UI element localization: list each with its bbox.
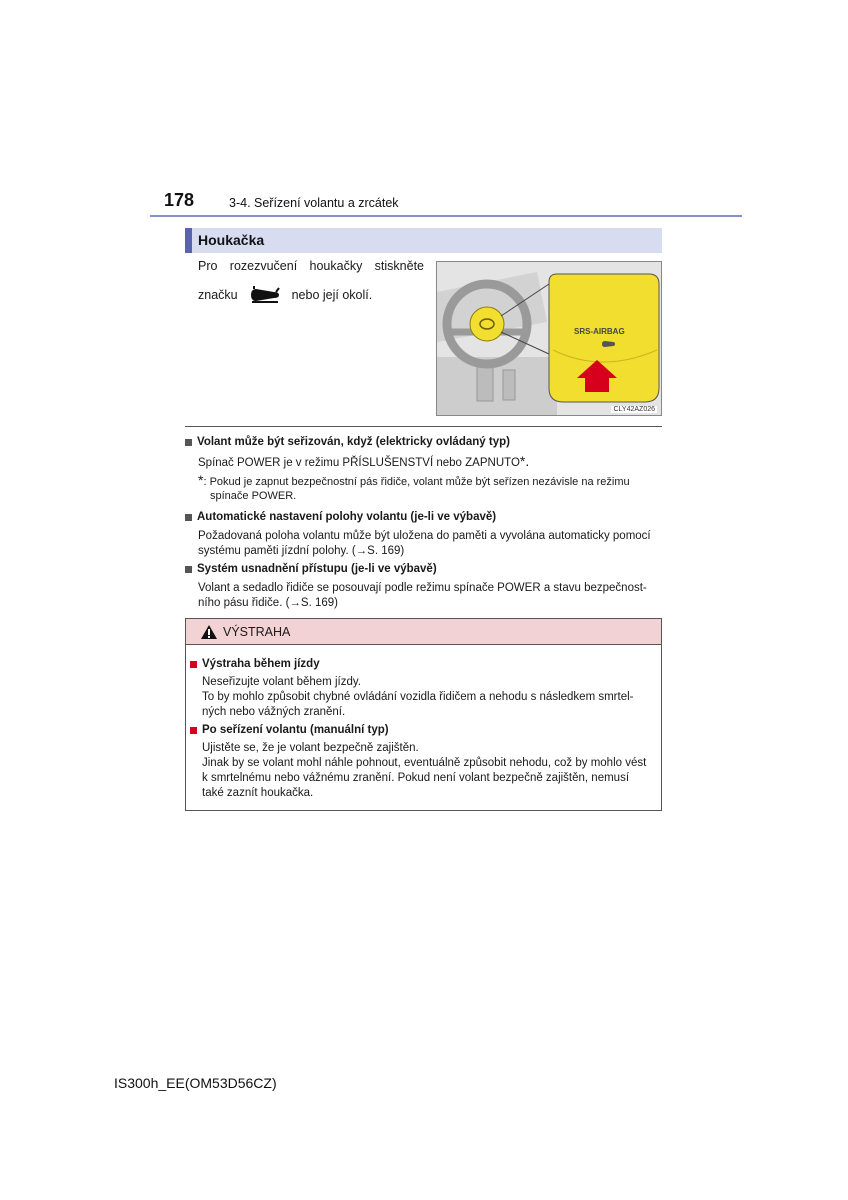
note-body-1-text: Spínač POWER je v režimu PŘÍSLUŠENSTVÍ nebo ZAPNUTO (198, 457, 520, 469)
intro-line-1: Pro rozezvučení houkačky stiskněte (198, 259, 424, 273)
warning-triangle-icon (200, 624, 218, 640)
note-heading-1-text: Volant může být seřizován, když (elektricky ovládaný typ) (197, 436, 510, 448)
intro-prefix: značku (198, 288, 238, 302)
intro-line-2 (198, 285, 372, 305)
warning-item-1-line-3: ných nebo vážných zranění. (202, 706, 346, 718)
chapter-title: 3-4. Seřízení volantu a zrcátek (229, 196, 399, 210)
note-body-3-line-1: Volant a sedadlo řidiče se posouvají podle režimu spínače POWER a stavu bezpečnost- (198, 582, 647, 594)
warning-item-2-line-4: také zaznít houkačka. (202, 787, 314, 799)
note-heading-1 (185, 436, 510, 448)
bullet-square-icon (185, 566, 192, 573)
header-rule (150, 215, 742, 217)
page-number: 178 (164, 190, 195, 210)
bullet-square-icon (185, 514, 192, 521)
warning-item-2-heading-text: Po seřízení volantu (manuální typ) (202, 724, 389, 736)
note-body-1-asterisk: *. (519, 453, 530, 469)
note-body-2-line-1: Požadovaná poloha volantu může být uložena do paměti a vyvolána automaticky pomocí (198, 530, 651, 542)
figure-code: CLY42AZ026 (613, 406, 655, 413)
note-heading-2-text: Automatické nastavení polohy volantu (je-li ve výbavě) (197, 511, 497, 523)
note-body-3-line-2: ního pásu řidiče. (→S. 169) (198, 597, 338, 609)
steering-wheel-illustration (437, 262, 662, 416)
warning-title: VÝSTRAHA (223, 624, 291, 639)
warning-box (185, 618, 662, 811)
steering-wheel-figure (436, 261, 662, 416)
section-title: Houkačka (185, 228, 662, 253)
warning-item-1-heading (190, 658, 320, 670)
warning-item-2-line-1: Ujistěte se, že je volant bezpečně zajištěn. (202, 742, 419, 754)
red-bullet-icon (190, 661, 197, 668)
note-heading-2 (185, 511, 496, 523)
footnote-line-2: spínače POWER. (210, 490, 297, 502)
warning-item-1-line-1: Neseřizujte volant během jízdy. (202, 676, 361, 688)
horn-icon (248, 285, 282, 305)
footnote-line-1: : Pokud je zapnut bezpečnostní pás řidiče, volant může být seřízen nezávisle na režimu (203, 476, 630, 488)
footnote-1 (198, 473, 630, 490)
intro-suffix: nebo její okolí. (291, 288, 373, 302)
note-heading-3 (185, 563, 437, 575)
bullet-square-icon (185, 439, 192, 446)
section-divider (185, 426, 662, 427)
figure-label: SRS-AIRBAG (574, 327, 625, 336)
footer-code: IS300h_EE(OM53D56CZ) (114, 1075, 277, 1091)
note-body-1 (198, 454, 529, 471)
warning-item-2-line-2: Jinak by se volant mohl náhle pohnout, eventuálně způsobit nehodu, což by mohlo vést (202, 757, 647, 769)
red-bullet-icon (190, 727, 197, 734)
note-heading-3-text: Systém usnadnění přístupu (je-li ve výbavě) (197, 563, 437, 575)
note-body-2-line-2: systému paměti jízdní polohy. (→S. 169) (198, 545, 405, 557)
warning-item-2-line-3: k smrtelnému nebo vážnému zranění. Pokud není volant bezpečně zajištěn, nemusí (202, 772, 630, 784)
footnote-mark: * (198, 472, 204, 488)
warning-item-1-line-2: To by mohlo způsobit chybné ovládání vozidla řidičem a nehodu s následkem smrtel- (202, 691, 634, 703)
warning-item-1-heading-text: Výstraha během jízdy (202, 658, 320, 670)
warning-header (186, 619, 661, 645)
warning-item-2-heading (190, 724, 389, 736)
